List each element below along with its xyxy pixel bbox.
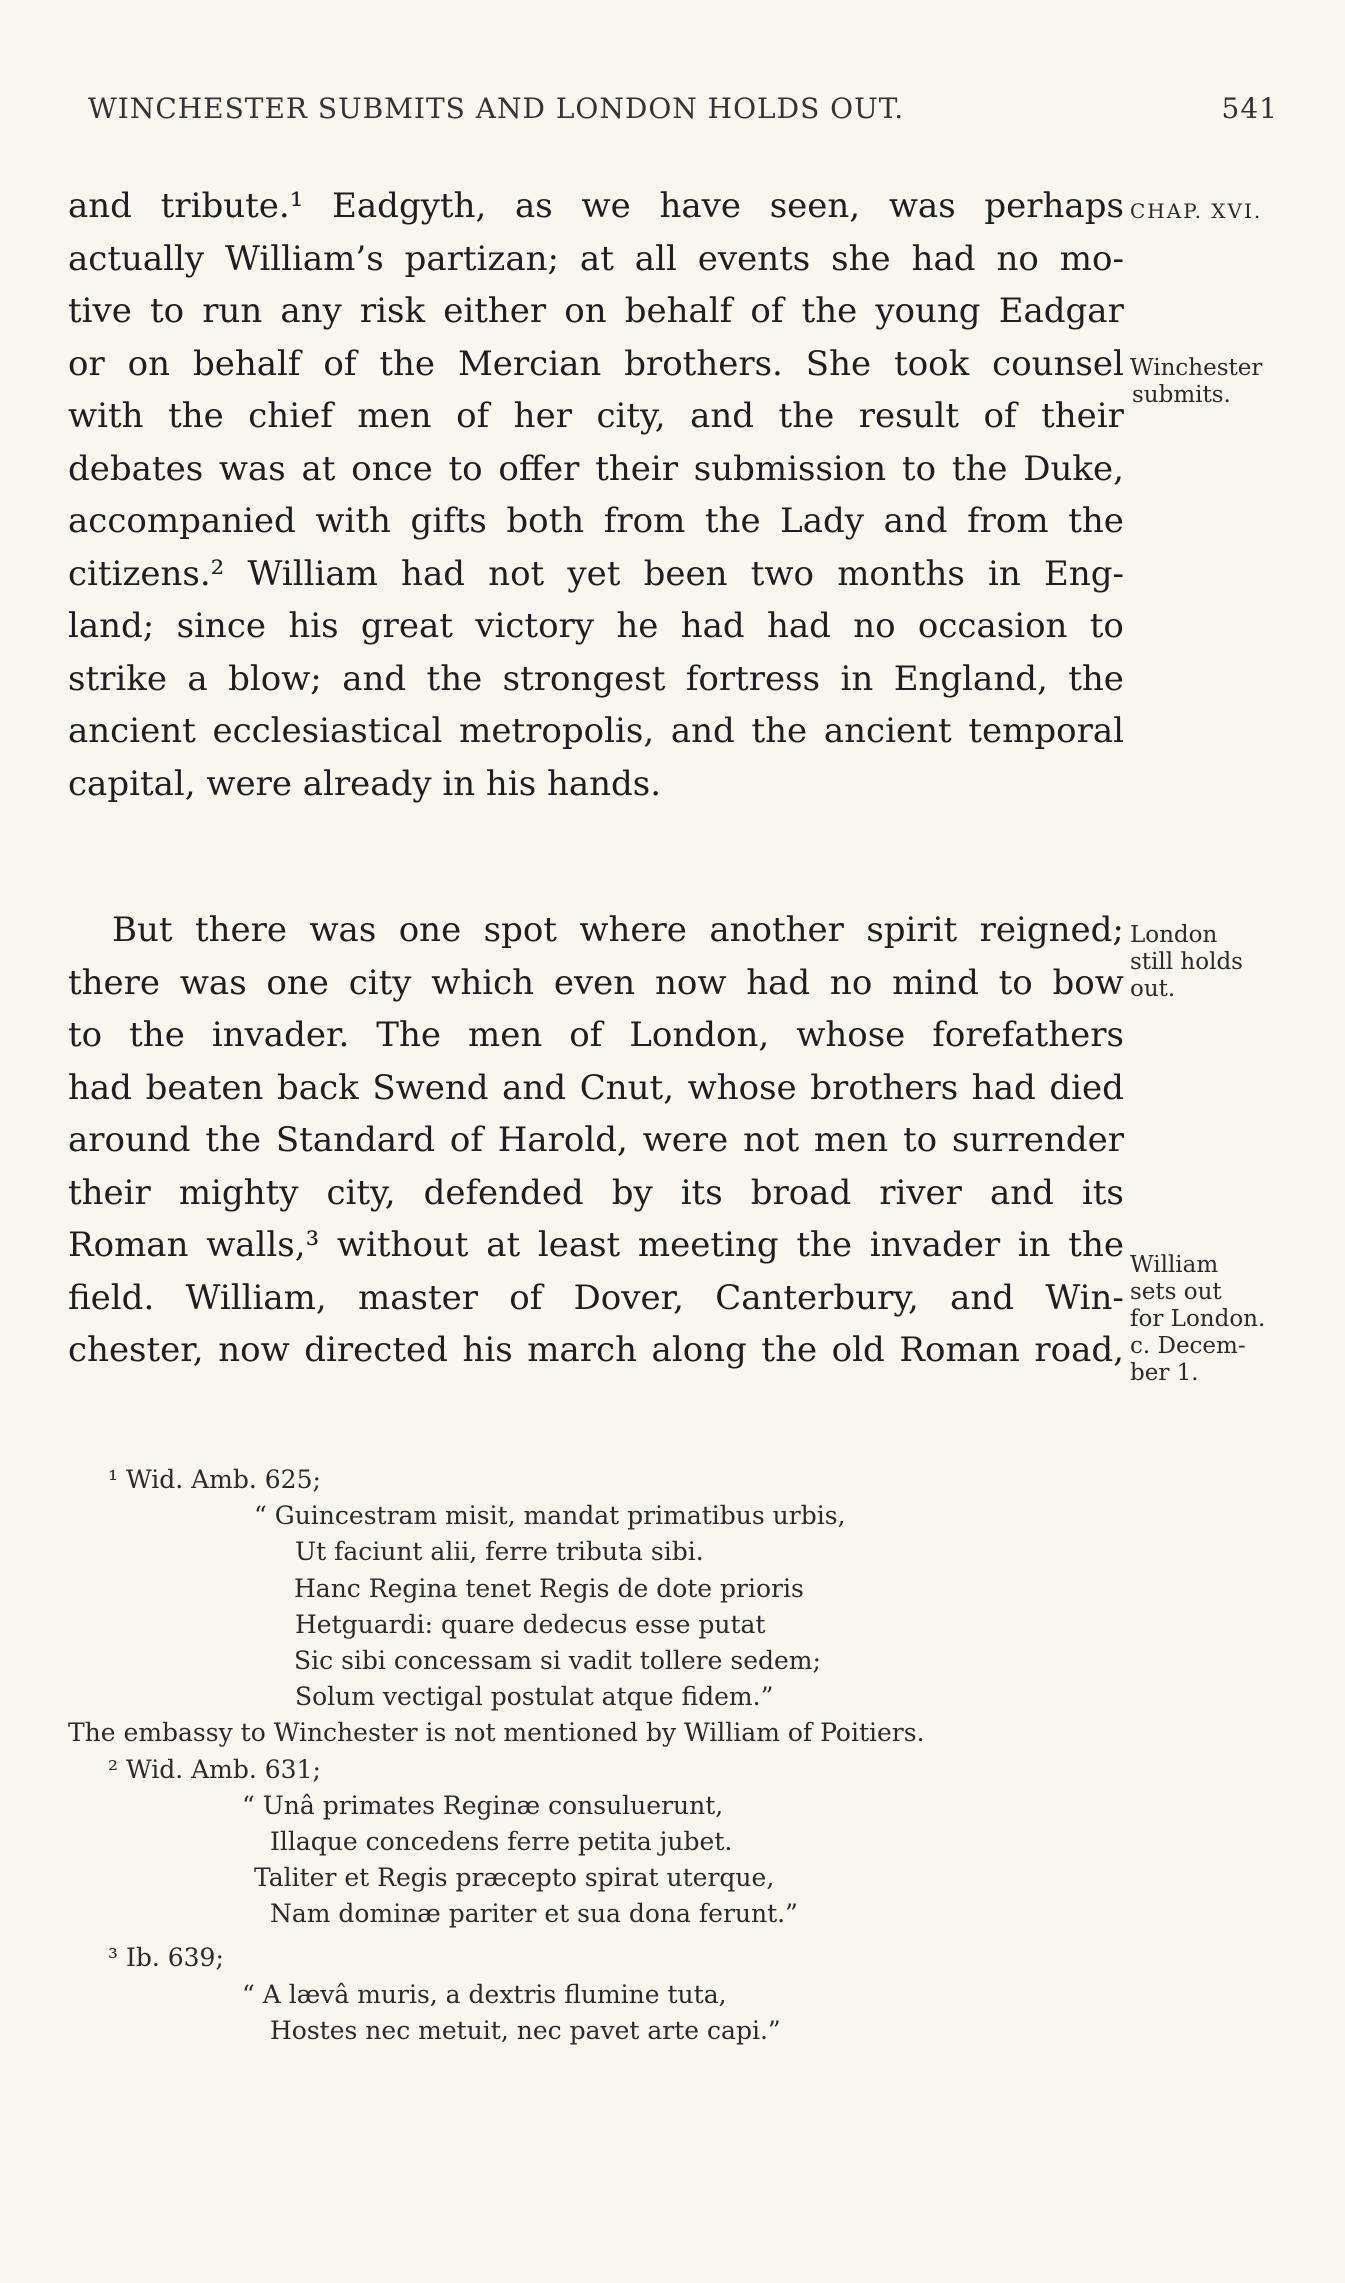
footnote-line: Nam dominæ pariter et sua dona ferunt.”: [270, 1899, 798, 1929]
text-line: there was one city which even now had no mind to bow: [68, 962, 1124, 1003]
footnote-line: Illaque concedens ferre petita jubet.: [270, 1826, 733, 1856]
running-title: WINCHESTER SUBMITS AND LONDON HOLDS OUT.: [88, 92, 905, 125]
footnote-line: Hanc Regina tenet Regis de dote prioris: [294, 1573, 804, 1603]
text-line: citizens.² William had not yet been two months in Eng-: [68, 553, 1124, 594]
text-line: or on behalf of the Mercian brothers. She took counsel: [68, 343, 1124, 384]
footnote-line: The embassy to Winchester is not mentioned by William of Poitiers.: [68, 1718, 925, 1748]
text-line: strike a blow; and the strongest fortress in England, the: [68, 658, 1124, 699]
footnote-line: “ A lævâ muris, a dextris flumine tuta,: [242, 1979, 727, 2009]
text-line: tive to run any risk either on behalf of the young Eadgar: [68, 291, 1124, 331]
text-line: actually William’s partizan; at all events she had no mo-: [68, 238, 1124, 279]
footnote-line: “ Guincestram misit, mandat primatibus urbis,: [254, 1501, 846, 1531]
footnote-line: Sic sibi concessam si vadit tollere sedem;: [294, 1645, 821, 1675]
marginal-note-winchester: Winchester submits.: [1130, 355, 1263, 408]
text-line: around the Standard of Harold, were not men to surrender: [68, 1120, 1124, 1160]
marginal-note-william: William sets out for London. c. Decem- ber 1.: [1130, 1252, 1266, 1386]
text-line: their mighty city, defended by its broad river and its: [68, 1172, 1124, 1213]
text-line: land; since his great victory he had had no occasion to: [68, 606, 1124, 646]
footnote-ref: ³ Ib. 639;: [108, 1943, 224, 1973]
footnote-line: Solum vectigal postulat atque fidem.”: [295, 1682, 774, 1712]
paragraph-2: [68, 904, 1124, 1377]
text-line: field. William, master of Dover, Canterbury, and Win-: [68, 1277, 1124, 1318]
footnote-ref: ² Wid. Amb. 631;: [108, 1754, 321, 1784]
text-line: had beaten back Swend and Cnut, whose brothers had died: [68, 1067, 1124, 1108]
footnote-line: Hostes nec metuit, nec pavet arte capi.”: [270, 2015, 781, 2045]
chapter-marker: CHAP. XVI.: [1130, 199, 1263, 223]
text-line: capital, were already in his hands.: [68, 763, 662, 804]
text-line: to the invader. The men of London, whose forefathers: [68, 1015, 1124, 1055]
text-line: accompanied with gifts both from the Lady and from the: [68, 501, 1124, 541]
footnotes: [68, 1462, 1068, 2049]
text-line: with the chief men of her city, and the result of their: [68, 396, 1124, 436]
footnote-line: Taliter et Regis præcepto spirat uterque,: [254, 1863, 775, 1893]
marginal-note-london: London still holds out.: [1130, 922, 1243, 1002]
footnote-line: Hetguardi: quare dedecus esse putat: [295, 1609, 766, 1639]
footnote-line: Ut faciunt alii, ferre tributa sibi.: [295, 1537, 704, 1567]
page-number: 541: [1221, 92, 1278, 125]
footnote-ref: ¹ Wid. Amb. 625;: [108, 1465, 321, 1494]
text-line: But there was one spot where another spirit reigned;: [112, 910, 1124, 950]
text-line: ancient ecclesiastical metropolis, and the ancient temporal: [68, 711, 1124, 751]
text-line: and tribute.¹ Eadgyth, as we have seen, was perhaps: [68, 186, 1124, 226]
text-line: chester, now directed his march along the old Roman road,: [68, 1330, 1124, 1370]
text-line: Roman walls,³ without at least meeting the invader in the: [68, 1225, 1124, 1265]
paragraph-1: [68, 180, 1124, 810]
footnote-line: “ Unâ primates Reginæ consuluerunt,: [242, 1790, 724, 1820]
text-line: debates was at once to offer their submission to the Duke,: [68, 448, 1124, 489]
